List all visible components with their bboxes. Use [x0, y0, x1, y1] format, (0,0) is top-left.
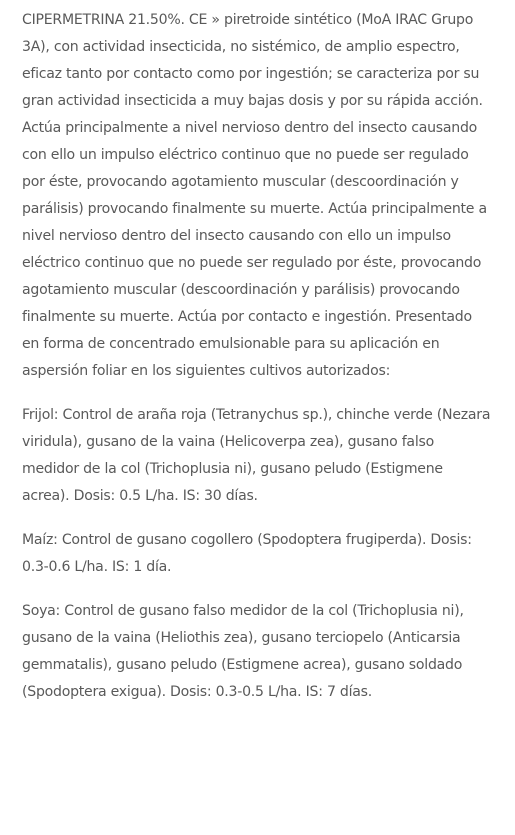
crop-frijol-paragraph: Frijol: Control de araña roja (Tetranychus sp.), chinche verde (Nezara viridula), gusano de la vaina (Helicoverpa zea), gusano falso medidor de la col (Trichoplusia ni), gusano peludo (Estigmene acrea). Dosis: 0.5 L/ha. IS: 30 días. [22, 407, 491, 504]
product-description-paragraph: CIPERMETRINA 21.50%. CE » piretroide sintético (MoA IRAC Grupo 3A), con actividad insecticida, no sistémico, de amplio espectro, eficaz tanto por contacto como por ingestión; se caracteriza por su gran actividad insecticida a muy bajas dosis y por su rápida acción. Actúa principalmente a nivel nervioso dentro del insecto causando con ello un impulso eléctrico continuo que no puede ser regulado por éste, provocando agotamiento muscular (descoordinación y parálisis) provocando finalmente su muerte. Actúa principalmente a nivel nervioso dentro del insecto causando con ello un impulso eléctrico continuo que no puede ser regulado por éste, provocando agotamiento muscular (descoordinación y parálisis) provocando finalmente su muerte. Actúa por contacto e ingestión. Presentado en forma de concentrado emulsionable para su aplicación en aspersión foliar en los siguientes cultivos autorizados: [22, 12, 487, 379]
crop-maiz-paragraph: Maíz: Control de gusano cogollero (Spodoptera frugiperda). Dosis: 0.3-0.6 L/ha. IS: 1 día. [22, 532, 472, 575]
crop-soya-paragraph: Soya: Control de gusano falso medidor de la col (Trichoplusia ni), gusano de la vaina (Heliothis zea), gusano terciopelo (Anticarsia gemmatalis), gusano peludo (Estigmene acrea), gusano soldado (Spodoptera exigua). Dosis: 0.3-0.5 L/ha. IS: 7 días. [22, 603, 464, 700]
